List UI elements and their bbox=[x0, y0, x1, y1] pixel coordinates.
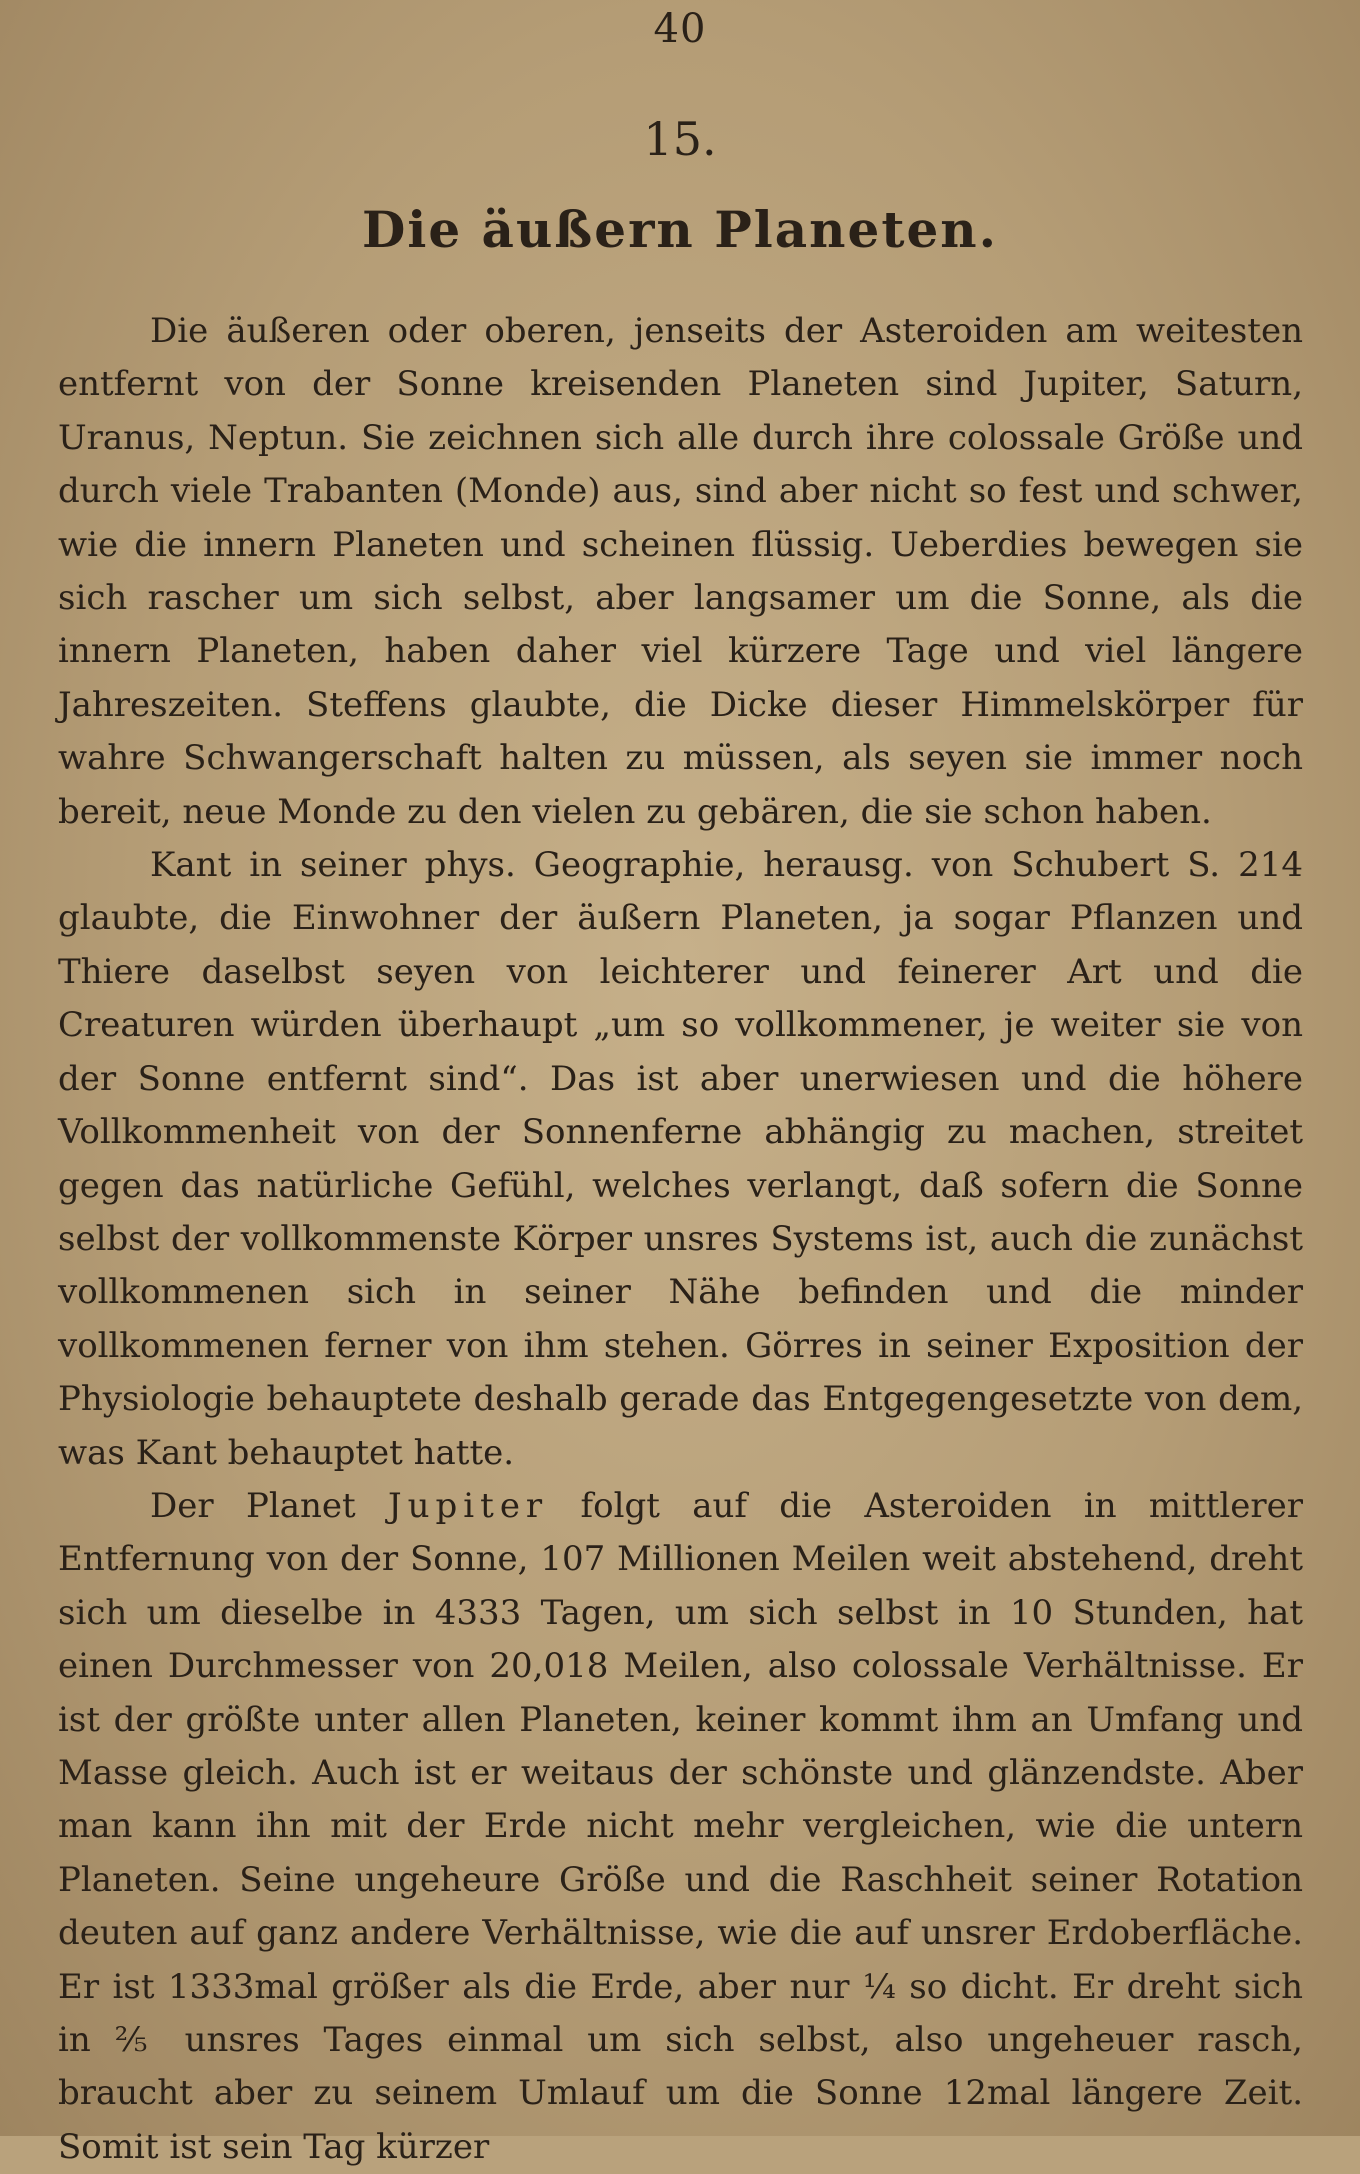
paragraph bbox=[58, 1480, 1303, 2174]
body-text bbox=[58, 305, 1303, 2174]
paragraph-text: folgt auf die Asteroiden in mittlerer Entfernung von der Sonne, 107 Millionen Meilen weit abstehend, dreht sich um dieselbe in 4333 Tagen, um sich selbst in 10 Stunden, hat einen Durchmesser von 20,018 Meilen, also colossale Verhältnisse. Er ist der größte unter allen Planeten, keiner kommt ihm an Umfang und Masse gleich. Auch ist er weitaus der schönste und glänzendste. Aber man kann ihn mit der Erde nicht mehr vergleichen, wie die untern Planeten. Seine ungeheure Größe und die Raschheit seiner Rotation deuten auf ganz andere Verhältnisse, wie die auf unsrer Erdoberfläche. Er ist 1333mal größer als die Erde, aber nur ¼ so dicht. Er dreht sich in ⅖ unsres Tages einmal um sich selbst, also ungeheuer rasch, braucht aber zu seinem Umlauf um die Sonne 12mal längere Zeit. Somit ist sein Tag kürzer bbox=[58, 1485, 1303, 2167]
section-number: 15. bbox=[643, 112, 717, 166]
emphasized-term: Jupiter bbox=[387, 1485, 549, 1526]
section-heading: Die äußern Planeten. bbox=[361, 200, 999, 259]
paragraph: Die äußeren oder oberen, jenseits der Asteroiden am weitesten entfernt von der Sonne kreisenden Planeten sind Jupiter, Saturn, Uranus, Neptun. Sie zeichnen sich alle durch ihre colossale Größe und durch viele Trabanten (Monde) aus, sind aber nicht so fest und schwer, wie die innern Planeten und scheinen flüssig. Ueberdies bewegen sie sich rascher um sich selbst, aber langsamer um die Sonne, als die innern Planeten, haben daher viel kürzere Tage und viel längere Jahreszeiten. Steffens glaubte, die Dicke dieser Himmelskörper für wahre Schwangerschaft halten zu müssen, als seyen sie immer noch bereit, neue Monde zu den vielen zu gebären, die sie schon haben. bbox=[58, 311, 1303, 832]
page-number: 40 bbox=[653, 6, 707, 52]
paragraph-lead: Der Planet bbox=[150, 1485, 388, 1526]
paragraph: Kant in seiner phys. Geographie, herausg. von Schubert S. 214 glaubte, die Einwohner der äußern Planeten, ja sogar Pflanzen und Thiere daselbst seyen von leichterer und feinerer Art und die Creaturen würden überhaupt „um so vollkommener, je weiter sie von der Sonne entfernt sind“. Das ist aber unerwiesen und die höhere Vollkommenheit von der Sonnenferne abhängig zu machen, streitet gegen das natürliche Gefühl, welches verlangt, daß sofern die Sonne selbst der vollkommenste Körper unsres Systems ist, auch die zunächst vollkommenen sich in seiner Nähe befinden und die minder vollkommenen ferner von ihm stehen. Görres in seiner Exposition der Physiologie behauptete deshalb gerade das Entgegengesetzte von dem, was Kant behauptet hatte. bbox=[58, 845, 1303, 1473]
